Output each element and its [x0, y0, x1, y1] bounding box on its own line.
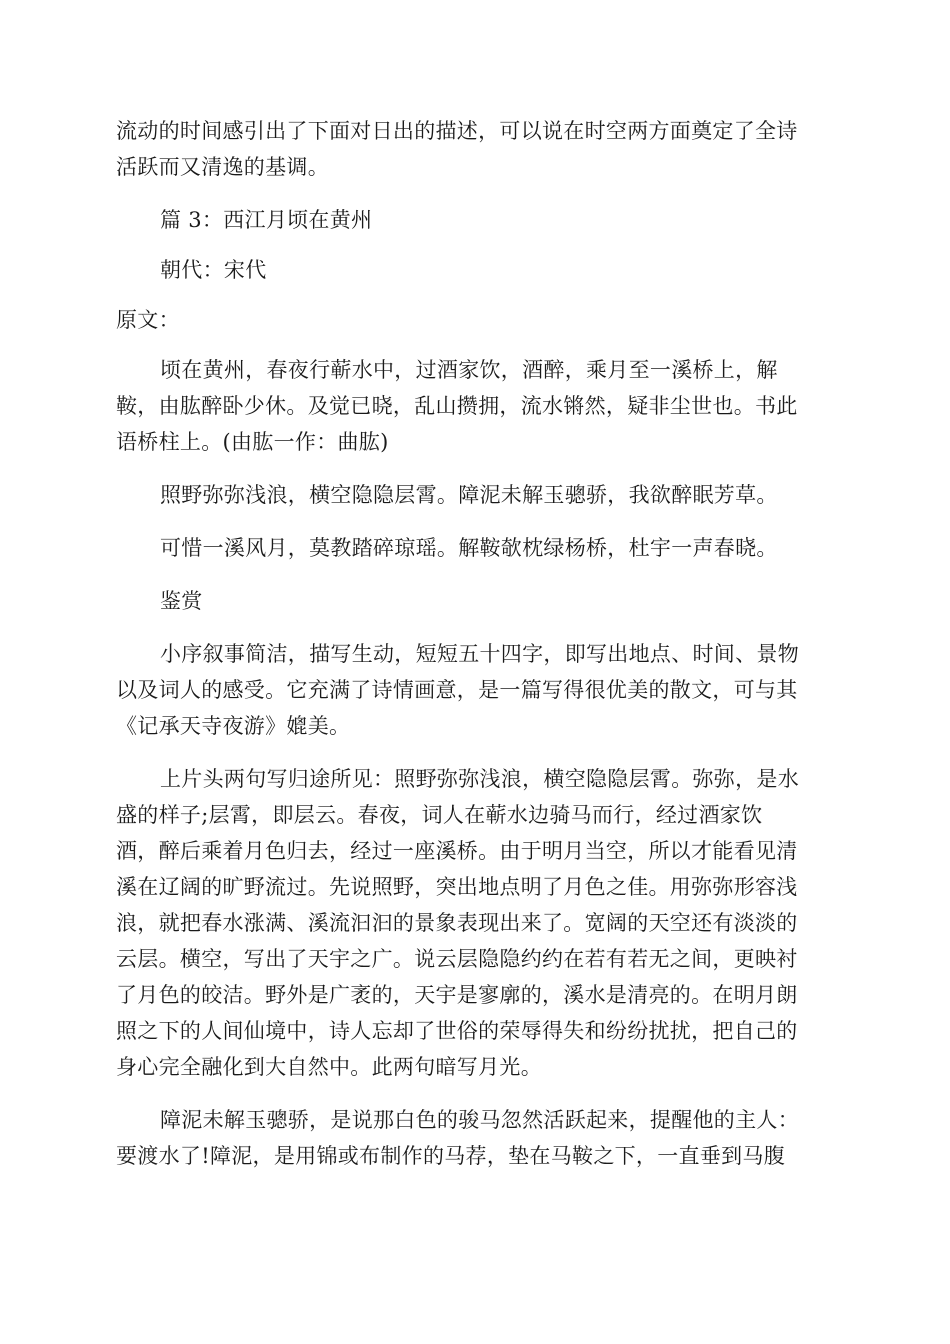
appreciation-label: 鉴赏 — [160, 589, 203, 613]
original-text-label: 原文： — [116, 308, 180, 332]
poem-preface: 顷在黄州，春夜行蕲水中，过酒家饮，酒醉，乘月至一溪桥上，解 鞍，由肱醉卧少休。及觉已晓，乱山攒拥，流水锵然，疑非尘世也。书此 语桥柱上。(由肱一作：曲肱) — [116, 358, 798, 454]
poem-heading: 篇 3：西江月顷在黄州 — [160, 208, 373, 232]
poem-verse-1: 照野弥弥浅浪，横空隐隐层霄。障泥未解玉骢骄，我欲醉眠芳草。 — [160, 483, 778, 507]
paragraph-continuation: 流动的时间感引出了下面对日出的描述，可以说在时空两方面奠定了全诗 活跃而又清逸的基调。 — [116, 119, 798, 179]
dynasty-line: 朝代：宋代 — [160, 258, 267, 282]
analysis-paragraph-3: 障泥未解玉骢骄，是说那白色的骏马忽然活跃起来，提醒他的主人： 要渡水了!障泥，是用锦或布制作的马荐，垫在马鞍之下，一直垂到马腹 — [116, 1108, 799, 1168]
document-page — [116, 113, 836, 1191]
poem-verse-2: 可惜一溪风月，莫教踏碎琼瑶。解鞍欹枕绿杨桥，杜宇一声春晓。 — [160, 536, 778, 560]
analysis-paragraph-1: 小序叙事简洁，描写生动，短短五十四字，即写出地点、时间、景物 以及词人的感受。它充满了诗情画意，是一篇写得很优美的散文，可与其 《记承天寺夜游》媲美。 — [116, 642, 799, 738]
analysis-paragraph-2: 上片头两句写归途所见：照野弥弥浅浪，横空隐隐层霄。弥弥，是水 盛的样子;层霄，即层云。春夜，词人在蕲水边骑马而行，经过酒家饮 酒，醉后乘着月色归去，经过一座溪桥。由于明月当空，所以才能看见清 溪在辽阔的旷野流过。先说照野，突出地点明了月色之佳。用弥弥形容浅 浪，就把春水涨满、溪流汩汩的景象表现出来了。宽阔的天空还有淡淡的 云层。横空，写出了天宇之广。说云层隐隐约约在若有若无之间，更映衬 了月色的皎洁。野外是广袤的，天宇是寥廓的，溪水是清亮的。在明月朗 照之下的人间仙境中，诗人忘却了世俗的荣辱得失和纷纷扰扰，把自己的 身心完全融化到大自然中。此两句暗写月光。 — [116, 767, 799, 1079]
